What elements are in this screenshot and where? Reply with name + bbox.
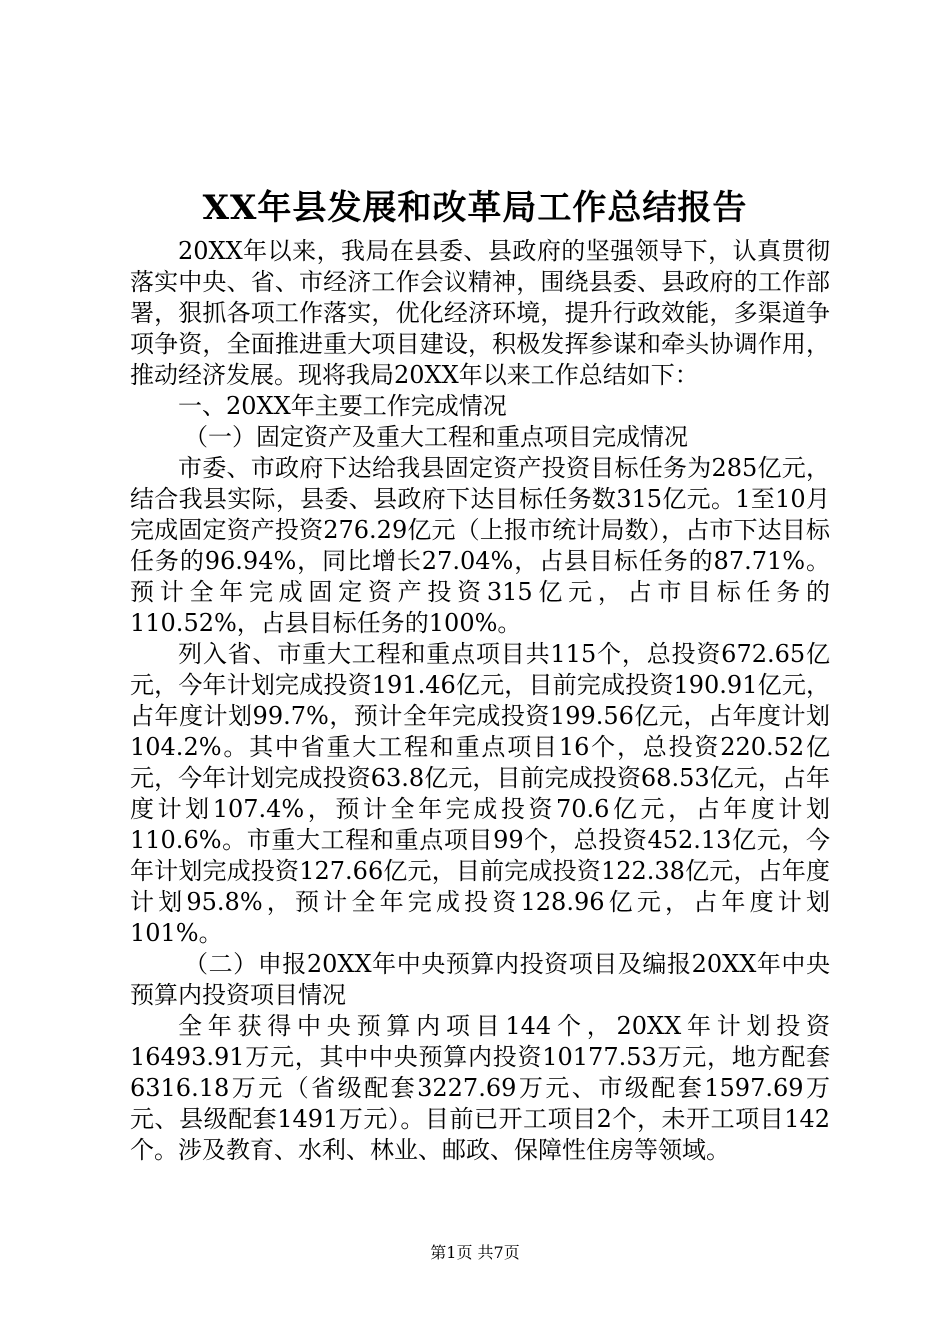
document-title: XX年县发展和改革局工作总结报告 [202, 188, 748, 228]
subsection-heading-1: （一）固定资产及重大工程和重点项目完成情况 [184, 423, 688, 451]
section-heading-1: 一、20XX年主要工作完成情况 [178, 392, 507, 420]
body-paragraph-fixed-assets: 市委、市政府下达给我县固定资产投资目标任务为285亿元，结合我县实际，县委、县政府下达目标任务数315亿元。1至10月完成固定资产投资276.29亿元（上报市统计局数），占市下达目标任务的96.94%，同比增长27.04%，占县目标任务的87.71%。预计全年完成固定资产投资315亿元，占市目标任务的110.52%，占县目标任务的100%。 [130, 454, 830, 637]
body-paragraph-central-budget: 全年获得中央预算内项目144个，20XX年计划投资16493.91万元，其中中央预算内投资10177.53万元，地方配套6316.18万元（省级配套3227.69万元、市级配套1597.69万元、县级配套1491万元）。目前已开工项目2个，未开工项目142个。涉及教育、水利、林业、邮政、保障性住房等领域。 [130, 1012, 830, 1164]
body-paragraph-major-projects: 列入省、市重大工程和重点项目共115个，总投资672.65亿元，今年计划完成投资191.46亿元，目前完成投资190.91亿元，占年度计划99.7%，预计全年完成投资199.56亿元，占年度计划104.2%。其中省重大工程和重点项目16个，总投资220.52亿元，今年计划完成投资63.8亿元，目前完成投资68.53亿元，占年度计划107.4%，预计全年完成投资70.6亿元，占年度计划110.6%。市重大工程和重点项目99个，总投资452.13亿元，今年计划完成投资127.66亿元，目前完成投资122.38亿元，占年度计划95.8%，预计全年完成投资128.96亿元，占年度计划101%。 [130, 640, 830, 947]
page-footer: 第1页 共7页 [430, 1243, 520, 1262]
intro-paragraph: 20XX年以来，我局在县委、县政府的坚强领导下，认真贯彻落实中央、省、市经济工作会议精神，围绕县委、县政府的工作部署，狠抓各项工作落实，优化经济环境，提升行政效能，多渠道争项争资，全面推进重大项目建设，积极发挥参谋和牵头协调作用，推动经济发展。现将我局20XX年以来工作总结如下： [130, 237, 830, 389]
document-body [130, 236, 830, 1166]
subsection-heading-2: （二）申报20XX年中央预算内投资项目及编报20XX年中央预算内投资项目情况 [130, 950, 830, 1009]
